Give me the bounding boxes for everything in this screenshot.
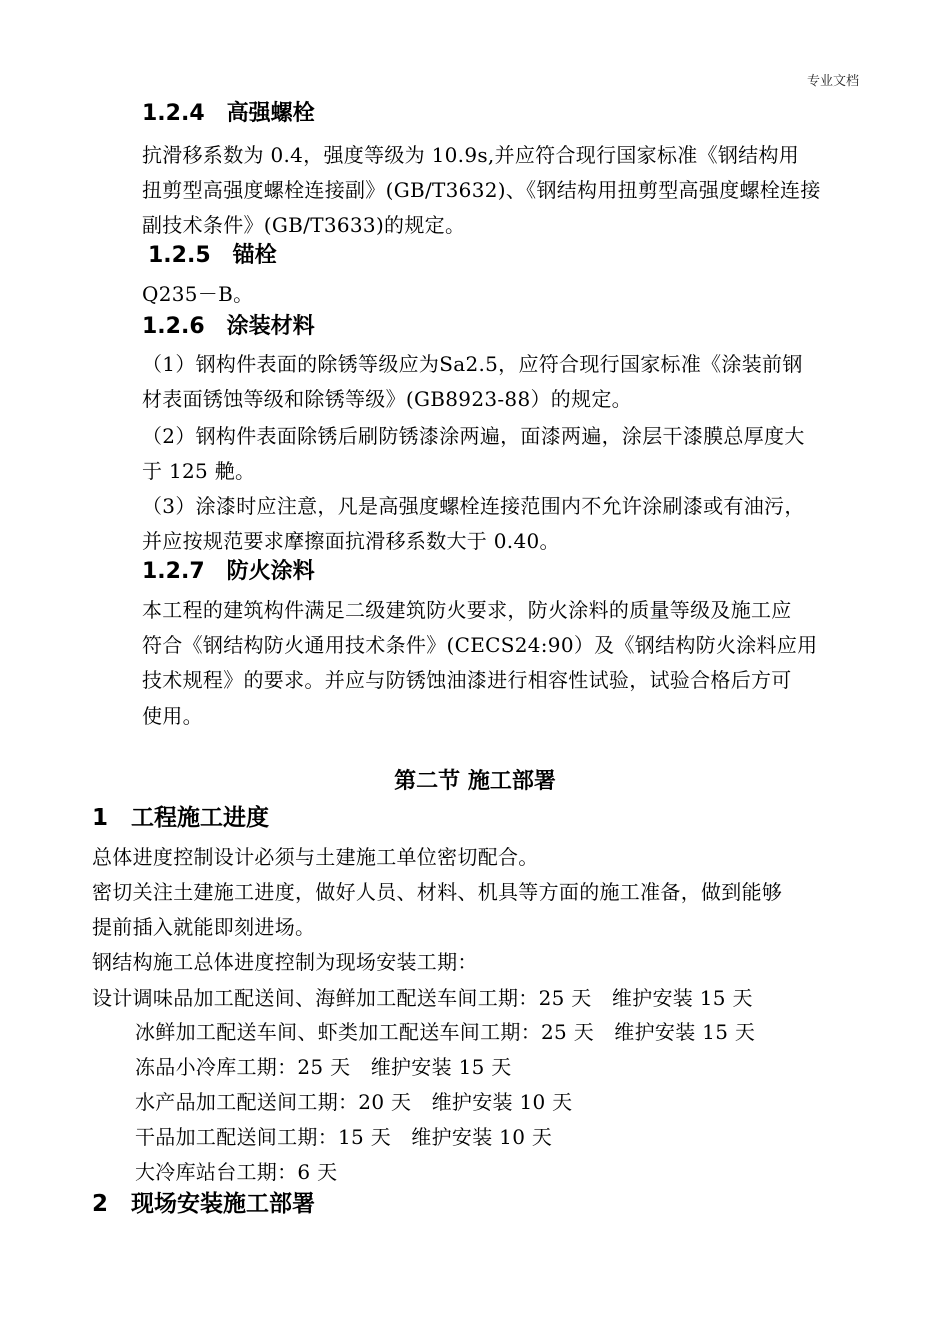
paragraph-line: Q235－B。 — [142, 282, 254, 306]
section-heading-1-2-5: 1.2.5 锚栓 — [148, 243, 277, 268]
schedule-line: 干品加工配送间工期：15 天 维护安装 10 天 — [135, 1125, 553, 1149]
paragraph-line: 扭剪型高强度螺栓连接副》(GB/T3632)、《钢结构用扭剪型高强度螺栓连接 — [142, 178, 821, 202]
section-heading-1-2-6: 1.2.6 涂装材料 — [142, 314, 315, 339]
paragraph-line: （3）涂漆时应注意，凡是高强度螺栓连接范围内不允许涂刷漆或有油污， — [142, 494, 805, 518]
paragraph-line: 使用。 — [142, 704, 203, 728]
paragraph-line: （1）钢构件表面的除锈等级应为Sa2.5，应符合现行国家标准《涂装前钢 — [142, 352, 803, 376]
schedule-line: 冰鲜加工配送车间、虾类加工配送车间工期：25 天 维护安装 15 天 — [135, 1020, 756, 1044]
paragraph-line: 并应按规范要求摩擦面抗滑移系数大于 0.40。 — [142, 529, 560, 553]
subsection-heading-2: 2 现场安装施工部署 — [92, 1191, 316, 1217]
paragraph-line: 副技术条件》(GB/T3633)的规定。 — [142, 213, 466, 237]
schedule-line: 大冷库站台工期：6 天 — [135, 1160, 338, 1184]
paragraph-line: 钢结构施工总体进度控制为现场安装工期： — [92, 950, 478, 974]
paragraph-line: 提前插入就能即刻进场。 — [92, 915, 316, 939]
page-header-label: 专业文档 — [806, 74, 859, 89]
paragraph-line: 符合《钢结构防火通用技术条件》(CECS24:90）及《钢结构防火涂料应用 — [142, 633, 818, 657]
section-title: 第二节 施工部署 — [394, 769, 556, 794]
schedule-line: 水产品加工配送间工期：20 天 维护安装 10 天 — [135, 1090, 573, 1114]
paragraph-line: 总体进度控制设计必须与土建施工单位密切配合。 — [92, 845, 539, 869]
section-heading-1-2-7: 1.2.7 防火涂料 — [142, 559, 315, 584]
schedule-line: 设计调味品加工配送间、海鲜加工配送车间工期：25 天 维护安装 15 天 — [92, 986, 753, 1010]
schedule-line: 冻品小冷库工期：25 天 维护安装 15 天 — [135, 1055, 512, 1079]
paragraph-line: 本工程的建筑构件满足二级建筑防火要求，防火涂料的质量等级及施工应 — [142, 598, 792, 622]
paragraph-line: 材表面锈蚀等级和除锈等级》(GB8923-88）的规定。 — [142, 387, 632, 411]
paragraph-line: 密切关注土建施工进度，做好人员、材料、机具等方面的施工准备，做到能够 — [92, 880, 783, 904]
section-heading-1-2-4: 1.2.4 高强螺栓 — [142, 101, 315, 126]
subsection-heading-1: 1 工程施工进度 — [92, 805, 270, 831]
paragraph-line: 于 125 艴。 — [142, 459, 256, 483]
paragraph-line: （2）钢构件表面除锈后刷防锈漆涂两遍，面漆两遍，涂层干漆膜总厚度大 — [142, 424, 805, 448]
paragraph-line: 抗滑移系数为 0.4，强度等级为 10.9s,并应符合现行国家标准《钢结构用 — [142, 143, 800, 167]
paragraph-line: 技术规程》的要求。并应与防锈蚀油漆进行相容性试验，试验合格后方可 — [142, 668, 792, 692]
